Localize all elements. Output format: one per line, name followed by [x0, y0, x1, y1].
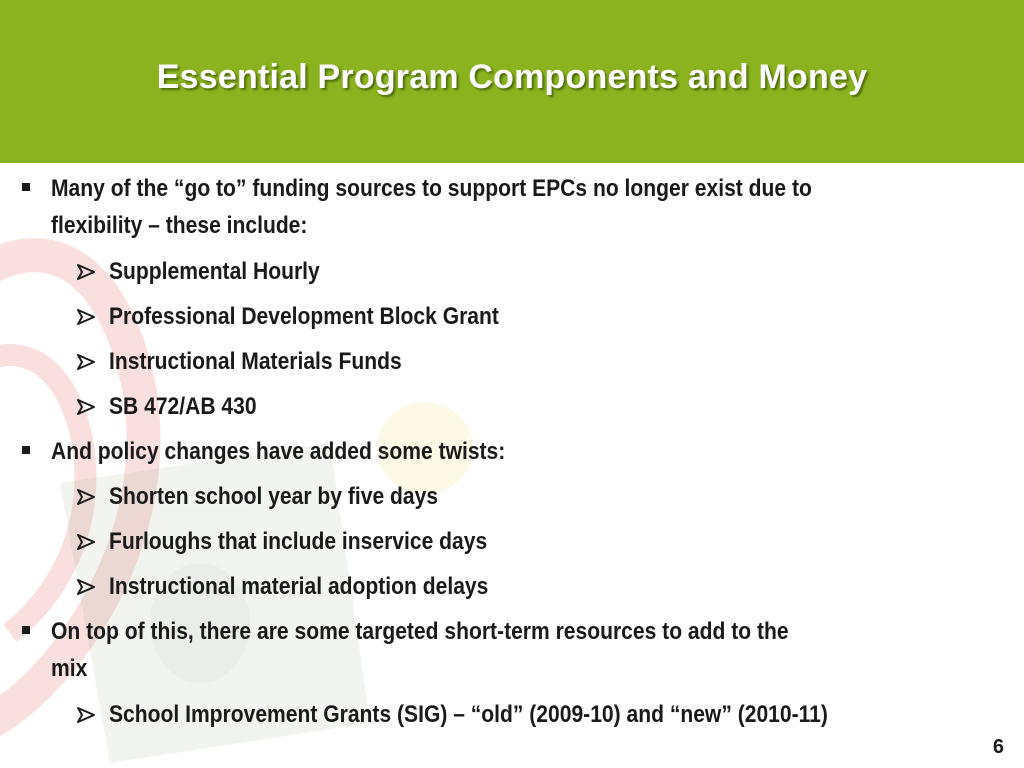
bullet-3-sub-1: School Improvement Grants (SIG) – “old” (2009-10) and “new” (2010-11)	[109, 701, 828, 728]
square-bullet-icon	[22, 626, 30, 634]
bullet-1-sub-1: Supplemental Hourly	[109, 258, 320, 285]
square-bullet-icon	[22, 183, 30, 191]
bullet-2-sub-2: Furloughs that include inservice days	[109, 528, 488, 555]
slide-title: Essential Program Components and Money	[156, 58, 868, 96]
arrowhead-bullet-icon	[76, 263, 96, 281]
bullet-1-line-1: Many of the “go to” funding sources to support EPCs no longer exist due to	[51, 175, 812, 202]
bullet-3-line-2: mix	[51, 655, 88, 682]
title-banner	[0, 0, 1024, 163]
bullet-1-sub-3: Instructional Materials Funds	[109, 348, 402, 375]
arrowhead-bullet-icon	[76, 578, 96, 596]
arrowhead-bullet-icon	[76, 488, 96, 506]
square-bullet-icon	[22, 446, 30, 454]
bullet-2-sub-3: Instructional material adoption delays	[109, 573, 489, 600]
bullet-3-line-1: On top of this, there are some targeted short-term resources to add to the	[51, 618, 789, 645]
bullet-2-line-1: And policy changes have added some twists:	[51, 438, 506, 465]
slide-body	[0, 163, 1024, 733]
bullet-1-line-2: flexibility – these include:	[51, 212, 308, 239]
bullet-1-sub-2: Professional Development Block Grant	[109, 303, 499, 330]
arrowhead-bullet-icon	[76, 353, 96, 371]
arrowhead-bullet-icon	[76, 308, 96, 326]
bullet-2-sub-1: Shorten school year by five days	[109, 483, 439, 510]
arrowhead-bullet-icon	[76, 706, 96, 724]
bullet-1-sub-4: SB 472/AB 430	[109, 393, 257, 420]
arrowhead-bullet-icon	[76, 398, 96, 416]
page-number: 6	[992, 736, 1004, 758]
arrowhead-bullet-icon	[76, 533, 96, 551]
